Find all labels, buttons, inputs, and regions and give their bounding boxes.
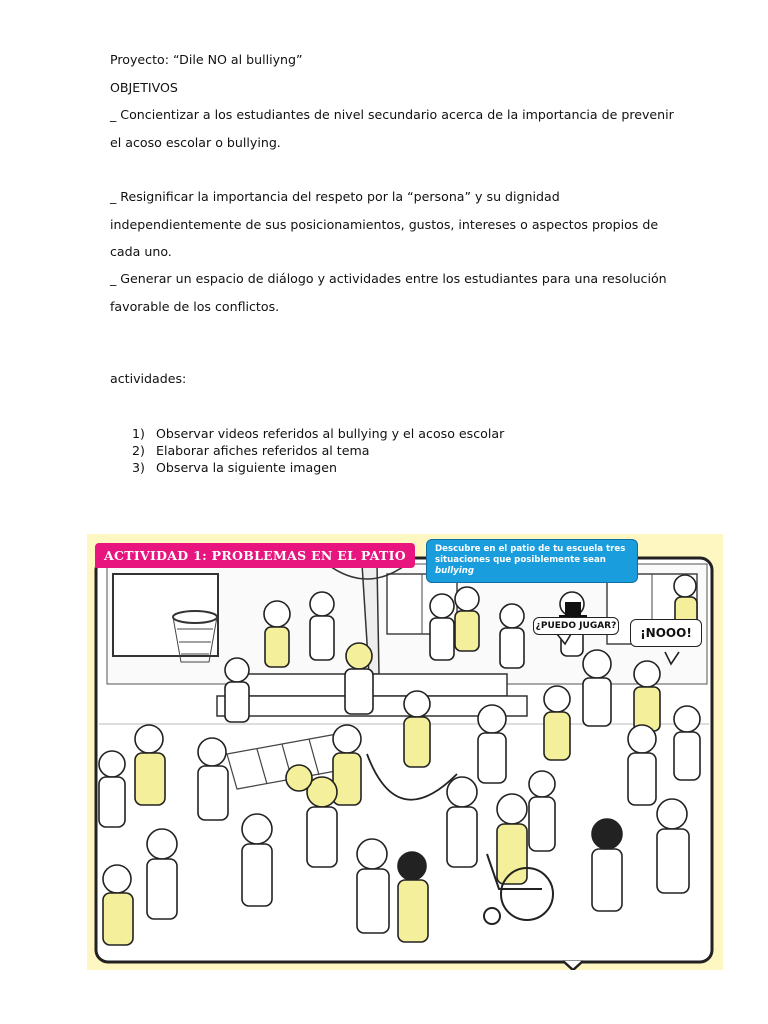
list-text: Observar videos referidos al bullying y el acoso escolar <box>156 426 505 441</box>
list-item <box>132 426 504 441</box>
playground-scene <box>87 534 723 970</box>
list-item <box>132 443 369 458</box>
backboard <box>113 574 218 656</box>
objective-line: cada uno. <box>110 244 172 259</box>
list-number: 3) <box>132 460 145 475</box>
list-text: Elaborar afiches referidos al tema <box>156 443 370 458</box>
objective-line: favorable de los conflictos. <box>110 299 280 314</box>
task-text-emphasis: bullying <box>435 566 474 576</box>
speech-bubble-can-i-play: ¿PUEDO JUGAR? <box>533 617 619 635</box>
ball <box>286 765 312 791</box>
objective-line: _ Generar un espacio de diálogo y actividades entre los estudiantes para una resolución <box>110 271 667 286</box>
list-item <box>132 460 337 475</box>
project-title: Proyecto: “Dile NO al bulliyng” <box>110 52 303 67</box>
objective-line: el acoso escolar o bullying. <box>110 135 281 150</box>
objectives-heading: OBJETIVOS <box>110 80 178 95</box>
activities-heading: actividades: <box>110 371 187 386</box>
speech-bubble-no: ¡NOOO! <box>630 619 702 647</box>
top-hat <box>565 602 581 616</box>
objective-line: _ Concientizar a los estudiantes de nivel secundario acerca de la importancia de prevenir <box>110 107 674 122</box>
task-text: Descubre en el patio de tu escuela tres situaciones que posiblemente sean <box>435 544 626 565</box>
list-number: 1) <box>132 426 145 441</box>
activity-badge: ACTIVIDAD 1: PROBLEMAS EN EL PATIO <box>95 543 415 568</box>
objective-line: _ Resignificar la importancia del respeto por la “persona” y su dignidad <box>110 189 560 204</box>
playground-illustration <box>87 534 723 970</box>
list-number: 2) <box>132 443 145 458</box>
objective-line: independientemente de sus posicionamientos, gustos, intereses o aspectos propios de <box>110 217 659 232</box>
list-text: Observa la siguiente imagen <box>156 460 337 475</box>
task-instruction-box <box>426 539 638 583</box>
